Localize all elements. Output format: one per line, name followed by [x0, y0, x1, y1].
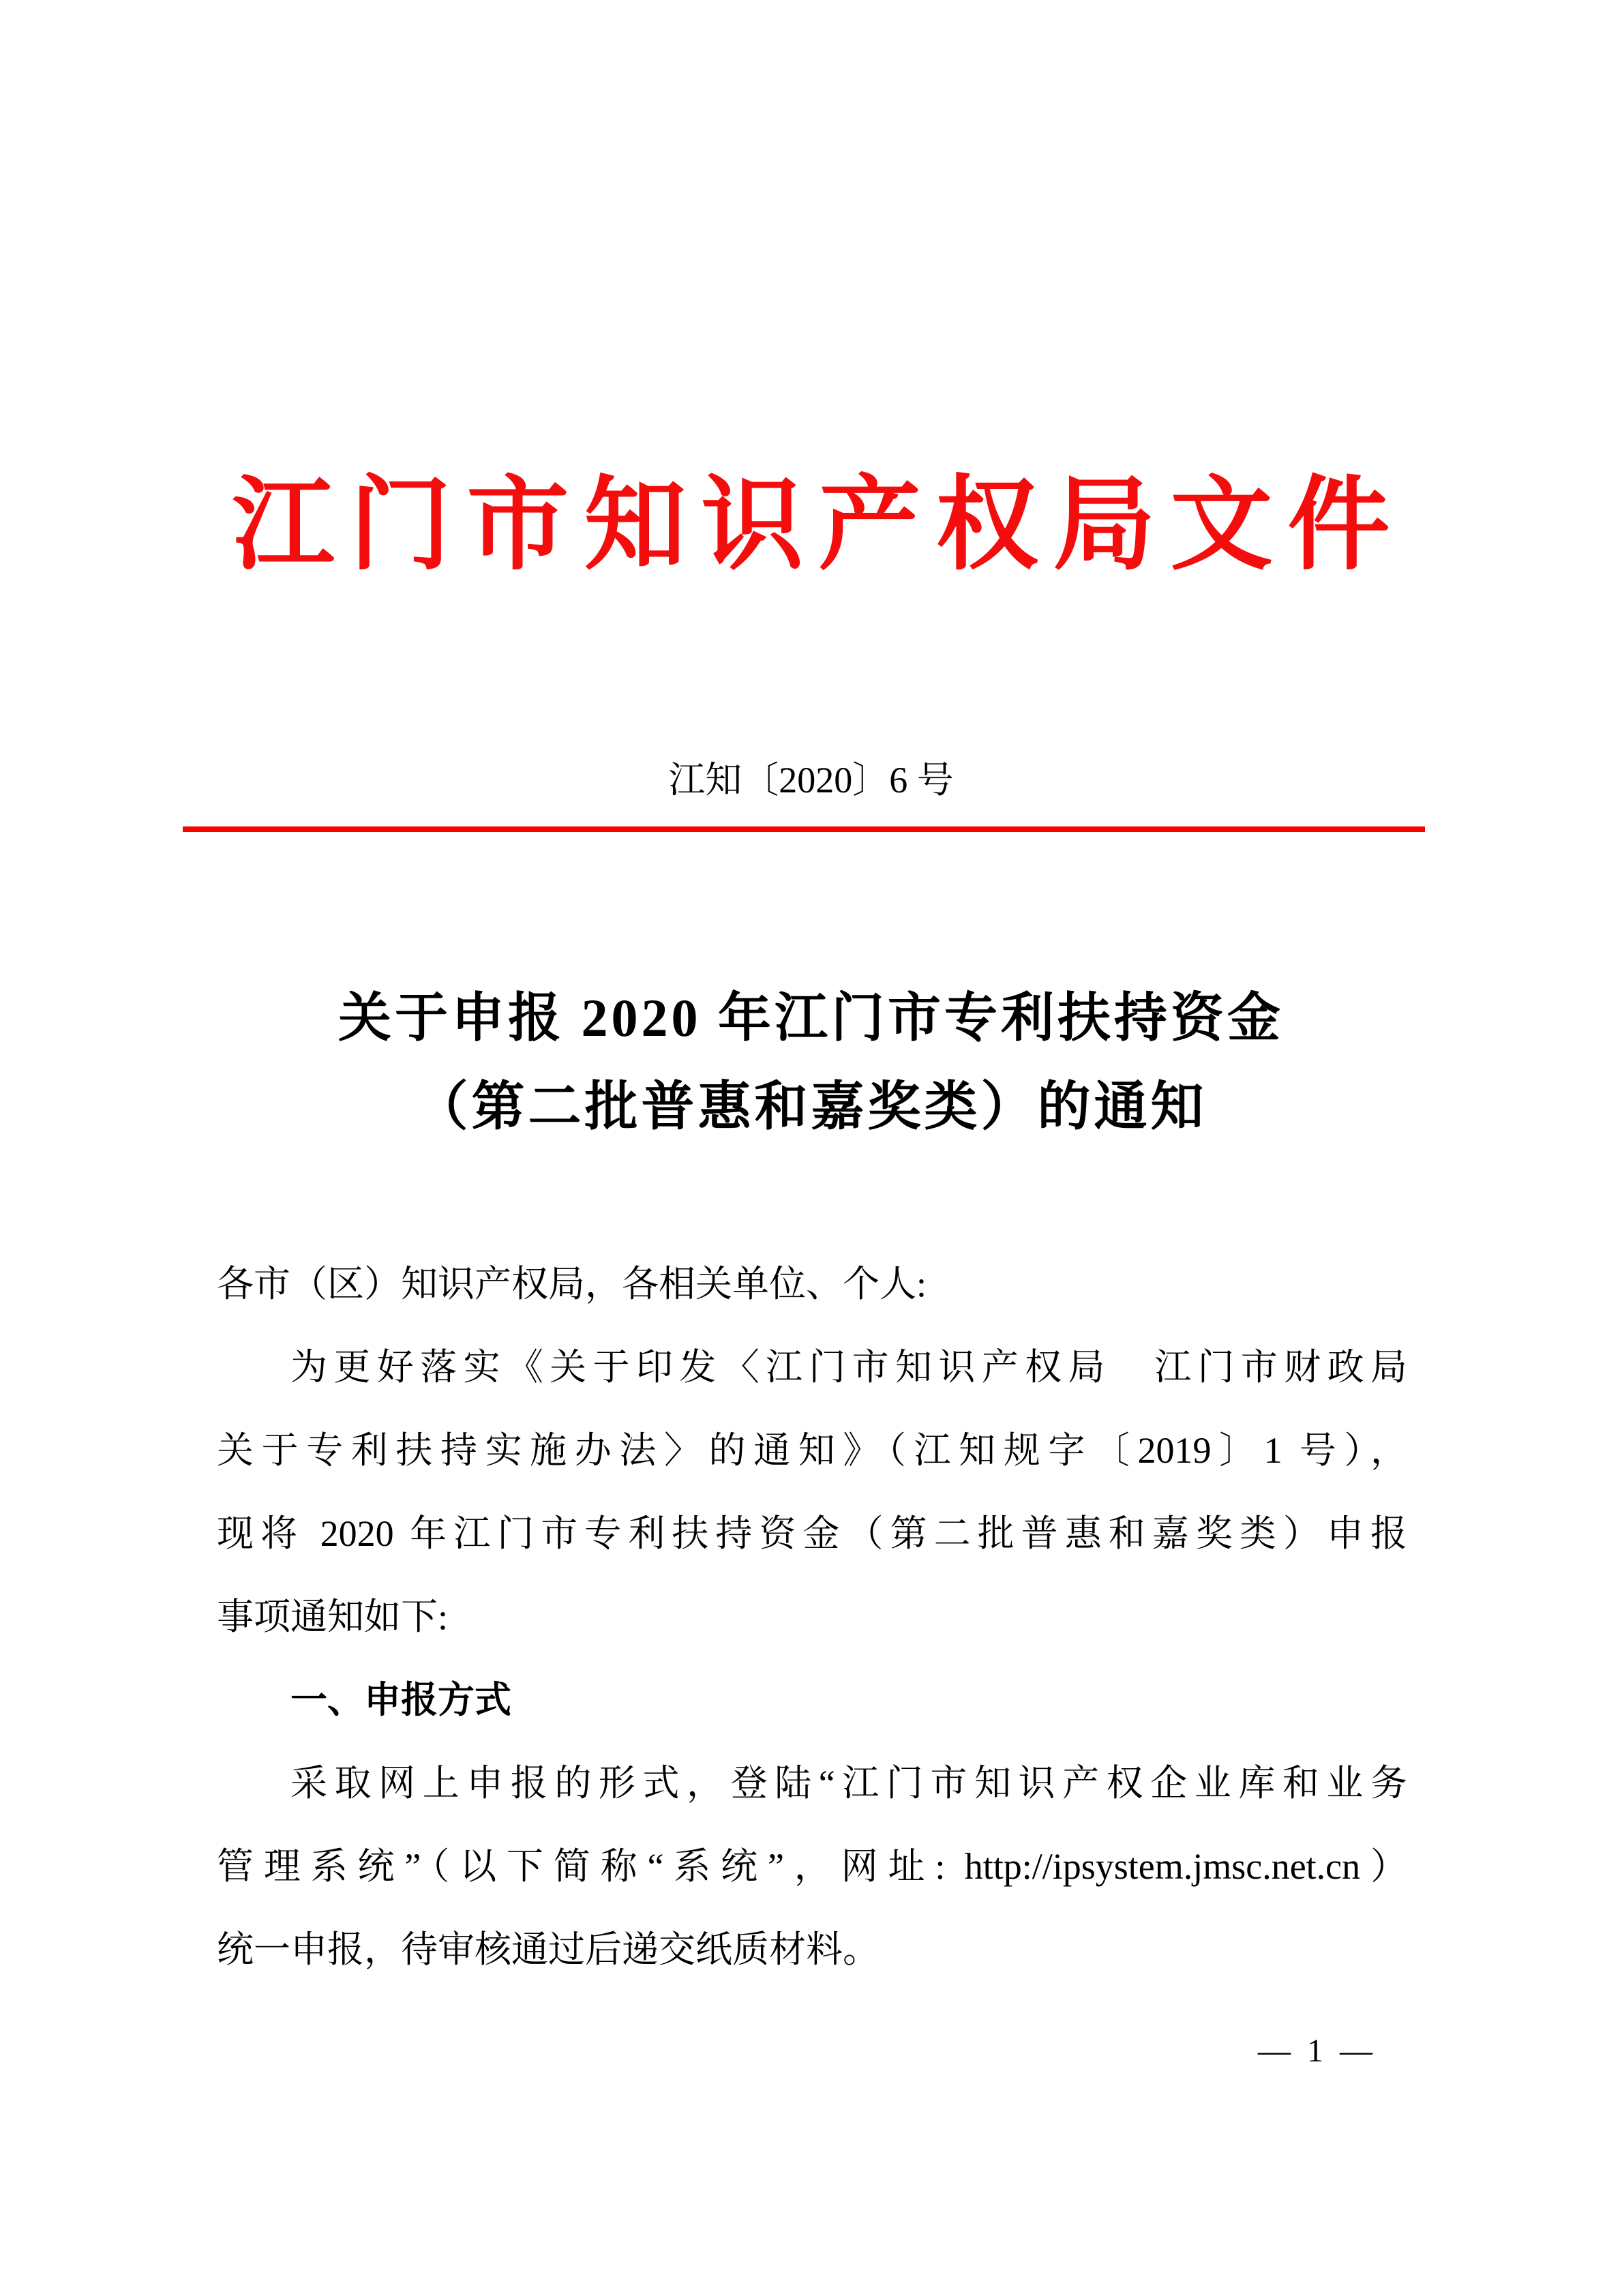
body-line: 为更好落实《关于印发〈江门市知识产权局 江门市财政局: [290, 1347, 1407, 1388]
red-divider-rule: [183, 826, 1425, 832]
body-line: 事项通知如下:: [217, 1596, 449, 1637]
agency-header-title: 江门市知识产权局文件: [232, 469, 1405, 582]
document-title-line2: （第二批普惠和嘉奖类）的通知: [415, 1077, 1207, 1136]
document-body: [217, 1242, 1407, 1991]
body-line: 统一申报，待审核通过后递交纸质材料。: [217, 1929, 880, 1970]
body-line: 关于专利扶持实施办法〉的通知》（江知规字〔2019〕1 号），: [217, 1430, 1407, 1471]
system-url: http://ipsystem.jmsc.net.cn: [964, 1846, 1361, 1887]
body-line-text: 管理系统”（以下简称“系统”，网址:: [217, 1846, 965, 1887]
document-title-line1: 关于申报 2020 年江门市专利扶持资金: [337, 988, 1284, 1047]
body-line: 现将 2020 年江门市专利扶持资金（第二批普惠和嘉奖类）申报: [217, 1513, 1407, 1554]
salutation-line: 各市（区）知识产权局，各相关单位、个人:: [217, 1264, 927, 1304]
section-heading-application-method: 一、申报方式: [290, 1680, 511, 1720]
document-number: 江知〔2020〕6 号: [668, 760, 954, 801]
document-title: [0, 974, 1622, 1151]
body-line: [217, 1825, 1407, 1908]
page-number: — 1 —: [1258, 2033, 1377, 2069]
body-line: 采取网上申报的形式，登陆“江门市知识产权企业库和业务: [290, 1763, 1407, 1804]
body-line-text: ）: [1360, 1846, 1408, 1887]
